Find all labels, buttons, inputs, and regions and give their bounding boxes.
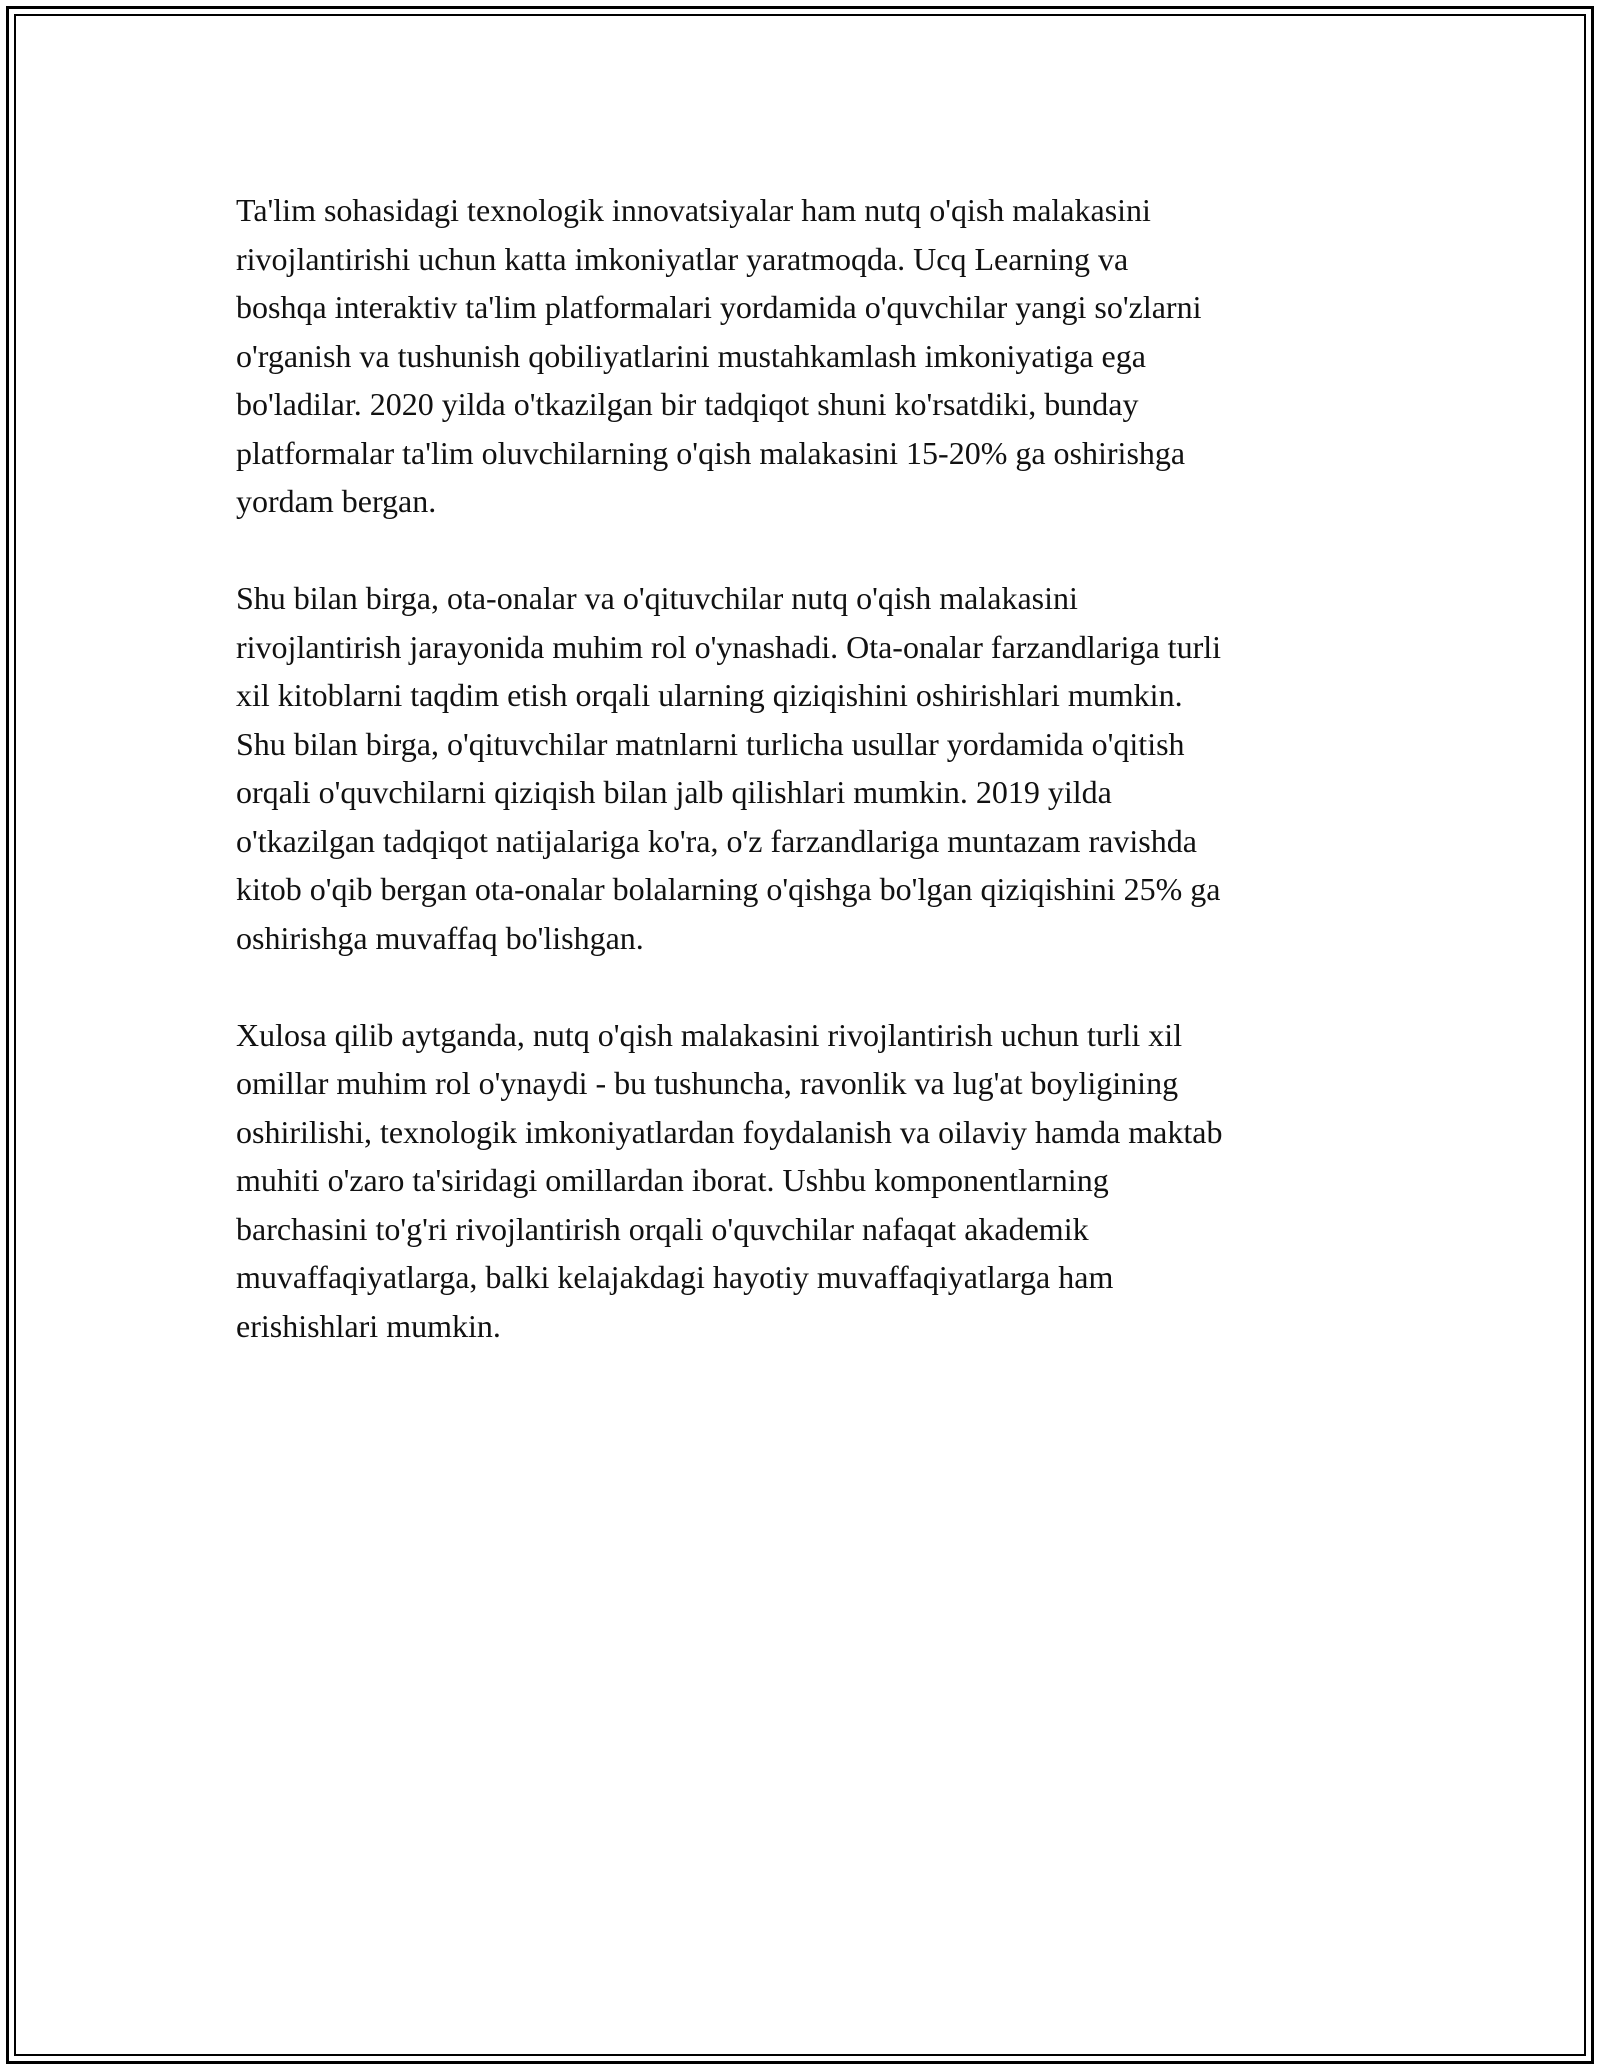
text-line: barchasini to'g'ri rivojlantirish orqali o'quvchilar nafaqat akademik xyxy=(236,1210,1089,1247)
text-line: rivojlantirish jarayonida muhim rol o'ynashadi. Ota-onalar farzandlariga turli xyxy=(236,628,1221,665)
text-line: oshirishga muvaffaq bo'lishgan. xyxy=(236,919,644,956)
text-line: Xulosa qilib aytganda, nutq o'qish malakasini rivojlantirish uchun turli xil xyxy=(236,1016,1183,1053)
document-body xyxy=(236,186,1386,1399)
text-line: bo'ladilar. 2020 yilda o'tkazilgan bir tadqiqot shuni ko'rsatdiki, bunday xyxy=(236,386,1139,422)
text-line: omillar muhim rol o'ynaydi - bu tushuncha, ravonlik va lug'at boyligining xyxy=(236,1065,1179,1101)
paragraph-1 xyxy=(236,186,1386,526)
text-line: boshqa interaktiv ta'lim platformalari yordamida o'quvchilar yangi so'zlarni xyxy=(236,289,1202,325)
text-line: orqali o'quvchilarni qiziqish bilan jalb qilishlari mumkin. 2019 yilda xyxy=(236,774,1112,810)
text-line: Ta'lim sohasidagi texnologik innovatsiyalar ham nutq o'qish malakasini xyxy=(236,192,1151,228)
text-line: muhiti o'zaro ta'siridagi omillardan iborat. Ushbu komponentlarning xyxy=(236,1162,1109,1198)
paragraph-2 xyxy=(236,574,1386,962)
text-line: Shu bilan birga, ota-onalar va o'qituvchilar nutq o'qish malakasini xyxy=(236,580,1078,616)
text-line: platformalar ta'lim oluvchilarning o'qish malakasini 15-20% ga oshirishga xyxy=(236,434,1186,471)
text-line: yordam bergan. xyxy=(236,483,437,519)
paragraph-3 xyxy=(236,1011,1386,1351)
text-line: muvaffaqiyatlarga, balki kelajakdagi hayotiy muvaffaqiyatlarga ham xyxy=(236,1259,1114,1295)
text-line: erishishlari mumkin. xyxy=(236,1307,501,1344)
text-line: oshirilishi, texnologik imkoniyatlardan foydalanish va oilaviy hamda maktab xyxy=(236,1113,1223,1150)
text-line: kitob o'qib bergan ota-onalar bolalarning o'qishga bo'lgan qiziqishini 25% ga xyxy=(236,871,1221,907)
text-line: o'rganish va tushunish qobiliyatlarini mustahkamlash imkoniyatiga ega xyxy=(236,337,1146,374)
text-line: xil kitoblarni taqdim etish orqali ularning qiziqishini oshirishlari mumkin. xyxy=(236,677,1183,713)
text-line: o'tkazilgan tadqiqot natijalariga ko'ra, o'z farzandlariga muntazam ravishda xyxy=(236,822,1197,859)
text-line: Shu bilan birga, o'qituvchilar matnlarni turlicha usullar yordamida o'qitish xyxy=(236,725,1185,762)
text-line: rivojlantirishi uchun katta imkoniyatlar yaratmoqda. Ucq Learning va xyxy=(236,240,1129,277)
